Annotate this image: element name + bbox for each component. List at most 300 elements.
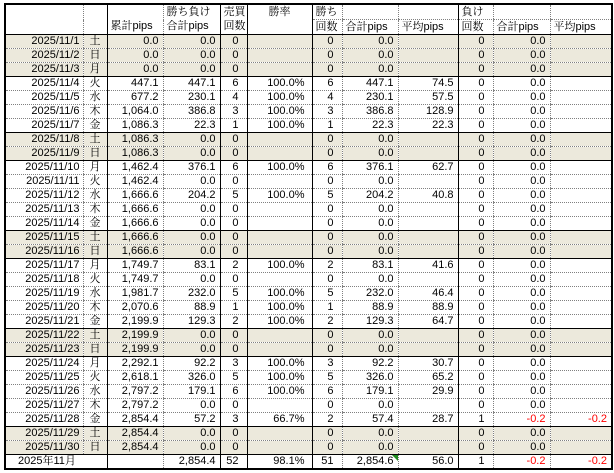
- cell-day[interactable]: 土: [83, 329, 107, 343]
- cell-date[interactable]: 2025/11/30: [5, 441, 83, 455]
- cell-lt[interactable]: 0.0: [493, 357, 550, 371]
- cell-lc[interactable]: 0: [458, 315, 493, 329]
- cell-wc[interactable]: 0: [312, 399, 342, 413]
- cell-net[interactable]: 0.0: [163, 217, 220, 231]
- cell-rate[interactable]: 100.0%: [247, 189, 312, 203]
- cell-rate[interactable]: [247, 273, 312, 287]
- cell-lc[interactable]: 0: [458, 161, 493, 175]
- header-blank-cum[interactable]: [107, 4, 163, 20]
- cell-la[interactable]: [550, 63, 612, 77]
- cell-wc[interactable]: 0: [312, 329, 342, 343]
- cell-rate[interactable]: [247, 35, 312, 49]
- cell-lc[interactable]: 0: [458, 147, 493, 161]
- cell-la[interactable]: -0.2: [550, 413, 612, 427]
- cell-lt[interactable]: 0.0: [493, 427, 550, 441]
- header-win-avg-pips[interactable]: 平均pips: [398, 20, 458, 35]
- cell-rate[interactable]: [247, 231, 312, 245]
- cell-trades[interactable]: 0: [220, 343, 247, 357]
- cell-cum[interactable]: 447.1: [107, 77, 163, 91]
- cell-lt[interactable]: 0.0: [493, 91, 550, 105]
- cell-net[interactable]: 0.0: [163, 273, 220, 287]
- cell-trades[interactable]: 6: [220, 385, 247, 399]
- cell-day[interactable]: 土: [83, 35, 107, 49]
- cell-lt[interactable]: 0.0: [493, 301, 550, 315]
- cell-lt[interactable]: 0.0: [493, 217, 550, 231]
- cell-lc[interactable]: 0: [458, 259, 493, 273]
- cell-net[interactable]: 22.3: [163, 119, 220, 133]
- cell-date[interactable]: 2025/11/13: [5, 203, 83, 217]
- cell-wt[interactable]: 230.1: [342, 91, 398, 105]
- cell-cum[interactable]: 1,086.3: [107, 147, 163, 161]
- cell-wc[interactable]: 2: [312, 259, 342, 273]
- cell-date[interactable]: 2025/11/2: [5, 49, 83, 63]
- cell-day[interactable]: 月: [83, 161, 107, 175]
- cell-net[interactable]: 0.0: [163, 35, 220, 49]
- cell-cum[interactable]: 2,797.2: [107, 385, 163, 399]
- cell-rate[interactable]: 100.0%: [247, 385, 312, 399]
- cell-cum[interactable]: 0.0: [107, 35, 163, 49]
- cell-date[interactable]: 2025/11/20: [5, 301, 83, 315]
- cell-rate[interactable]: 100.0%: [247, 91, 312, 105]
- cell-net[interactable]: 179.1: [163, 385, 220, 399]
- cell-date[interactable]: 2025/11/18: [5, 273, 83, 287]
- cell-date[interactable]: 2025/11/27: [5, 399, 83, 413]
- cell-net[interactable]: 0.0: [163, 245, 220, 259]
- cell-lt[interactable]: 0.0: [493, 259, 550, 273]
- cell-day[interactable]: 火: [83, 77, 107, 91]
- cell-la[interactable]: [550, 133, 612, 147]
- cell-lt[interactable]: 0.0: [493, 161, 550, 175]
- cell-trades[interactable]: 0: [220, 63, 247, 77]
- cell-day[interactable]: 月: [83, 357, 107, 371]
- cell-lt[interactable]: 0.0: [493, 245, 550, 259]
- cell-trades[interactable]: 0: [220, 133, 247, 147]
- cell-day[interactable]: 火: [83, 273, 107, 287]
- header-net-pips[interactable]: 合計pips: [163, 20, 220, 35]
- cell-day[interactable]: 水: [83, 385, 107, 399]
- cell-wt[interactable]: 0.0: [342, 329, 398, 343]
- cell-net[interactable]: 204.2: [163, 189, 220, 203]
- cell-day[interactable]: 月: [83, 63, 107, 77]
- cell-rate[interactable]: 66.7%: [247, 413, 312, 427]
- cell-day[interactable]: 金: [83, 217, 107, 231]
- cell-wt[interactable]: 0.0: [342, 133, 398, 147]
- cell-la[interactable]: [550, 259, 612, 273]
- cell-rate[interactable]: [247, 133, 312, 147]
- cell-rate[interactable]: [247, 147, 312, 161]
- cell-wa[interactable]: [398, 175, 458, 189]
- cell-wc[interactable]: 1: [312, 119, 342, 133]
- cell-net[interactable]: 0.0: [163, 399, 220, 413]
- cell-wa[interactable]: 40.8: [398, 189, 458, 203]
- cell-wc[interactable]: 4: [312, 91, 342, 105]
- cell-wt[interactable]: 0.0: [342, 273, 398, 287]
- cell-trades[interactable]: 2: [220, 259, 247, 273]
- cell-cum[interactable]: 1,064.0: [107, 105, 163, 119]
- cell-la[interactable]: [550, 189, 612, 203]
- cell-wt[interactable]: 0.0: [342, 175, 398, 189]
- cell-cum[interactable]: 2,199.9: [107, 329, 163, 343]
- cell-rate[interactable]: 100.0%: [247, 357, 312, 371]
- cell-wc[interactable]: 3: [312, 105, 342, 119]
- cell-cum[interactable]: 1,666.6: [107, 203, 163, 217]
- cell-lc[interactable]: 0: [458, 287, 493, 301]
- header-lose-count[interactable]: 回数: [458, 20, 493, 35]
- cell-cum[interactable]: 1,666.6: [107, 231, 163, 245]
- cell-lc[interactable]: 0: [458, 91, 493, 105]
- cell-wt[interactable]: 0.0: [342, 399, 398, 413]
- cell-wt[interactable]: 0.0: [342, 49, 398, 63]
- cell-wa[interactable]: [398, 273, 458, 287]
- cell-wc[interactable]: 0: [312, 441, 342, 455]
- cell-lt[interactable]: 0.0: [493, 189, 550, 203]
- cell-trades[interactable]: 0: [220, 147, 247, 161]
- cell-la[interactable]: [550, 329, 612, 343]
- cell-la[interactable]: [550, 77, 612, 91]
- cell-lt[interactable]: 0.0: [493, 133, 550, 147]
- cell-la[interactable]: [550, 273, 612, 287]
- cell-lc[interactable]: 0: [458, 371, 493, 385]
- cell-lc[interactable]: 0: [458, 245, 493, 259]
- cell-date[interactable]: 2025/11/24: [5, 357, 83, 371]
- cell-trades[interactable]: 1: [220, 119, 247, 133]
- cell-wc[interactable]: 3: [312, 357, 342, 371]
- cell-date[interactable]: 2025/11/25: [5, 371, 83, 385]
- cell-wa[interactable]: [398, 329, 458, 343]
- cell-la[interactable]: [550, 35, 612, 49]
- total-cell-trades[interactable]: 52: [220, 455, 247, 470]
- cell-wt[interactable]: 232.0: [342, 287, 398, 301]
- cell-trades[interactable]: 0: [220, 231, 247, 245]
- cell-net[interactable]: 0.0: [163, 203, 220, 217]
- cell-date[interactable]: 2025/11/9: [5, 147, 83, 161]
- cell-la[interactable]: [550, 91, 612, 105]
- cell-net[interactable]: 0.0: [163, 343, 220, 357]
- cell-date[interactable]: 2025/11/15: [5, 231, 83, 245]
- cell-cum[interactable]: 2,199.9: [107, 315, 163, 329]
- cell-trades[interactable]: 4: [220, 91, 247, 105]
- cell-rate[interactable]: 100.0%: [247, 371, 312, 385]
- header-net-group[interactable]: 勝ち負け: [163, 4, 220, 20]
- cell-day[interactable]: 日: [83, 441, 107, 455]
- cell-trades[interactable]: 6: [220, 77, 247, 91]
- cell-la[interactable]: [550, 357, 612, 371]
- cell-cum[interactable]: 2,618.1: [107, 371, 163, 385]
- cell-net[interactable]: 0.0: [163, 231, 220, 245]
- cell-wc[interactable]: 0: [312, 35, 342, 49]
- cell-la[interactable]: [550, 203, 612, 217]
- cell-wc[interactable]: 0: [312, 245, 342, 259]
- cell-lc[interactable]: 0: [458, 343, 493, 357]
- cell-lc[interactable]: 0: [458, 63, 493, 77]
- cell-wa[interactable]: 74.5: [398, 77, 458, 91]
- cell-wc[interactable]: 5: [312, 189, 342, 203]
- cell-day[interactable]: 水: [83, 189, 107, 203]
- cell-wa[interactable]: [398, 133, 458, 147]
- cell-la[interactable]: [550, 287, 612, 301]
- cell-wa[interactable]: [398, 147, 458, 161]
- cell-la[interactable]: [550, 119, 612, 133]
- cell-date[interactable]: 2025/11/29: [5, 427, 83, 441]
- cell-lc[interactable]: 0: [458, 119, 493, 133]
- cell-trades[interactable]: 0: [220, 399, 247, 413]
- cell-lt[interactable]: 0.0: [493, 35, 550, 49]
- cell-trades[interactable]: 0: [220, 441, 247, 455]
- cell-trades[interactable]: 1: [220, 301, 247, 315]
- cell-net[interactable]: 83.1: [163, 259, 220, 273]
- cell-wt[interactable]: 0.0: [342, 35, 398, 49]
- cell-wa[interactable]: [398, 245, 458, 259]
- cell-wa[interactable]: 88.9: [398, 301, 458, 315]
- cell-lt[interactable]: 0.0: [493, 105, 550, 119]
- cell-net[interactable]: 0.0: [163, 49, 220, 63]
- cell-lt[interactable]: 0.0: [493, 147, 550, 161]
- cell-cum[interactable]: 1,981.7: [107, 287, 163, 301]
- total-cell-lc[interactable]: 1: [458, 455, 493, 470]
- cell-cum[interactable]: 2,292.1: [107, 357, 163, 371]
- cell-wt[interactable]: 0.0: [342, 203, 398, 217]
- cell-net[interactable]: 0.0: [163, 63, 220, 77]
- cell-date[interactable]: 2025/11/7: [5, 119, 83, 133]
- cell-trades[interactable]: 3: [220, 357, 247, 371]
- cell-la[interactable]: [550, 301, 612, 315]
- cell-date[interactable]: 2025/11/4: [5, 77, 83, 91]
- cell-wc[interactable]: 5: [312, 371, 342, 385]
- cell-lt[interactable]: 0.0: [493, 441, 550, 455]
- cell-net[interactable]: 88.9: [163, 301, 220, 315]
- header-blank-date-2[interactable]: [5, 20, 83, 35]
- cell-lc[interactable]: 0: [458, 231, 493, 245]
- header-blank-win-total[interactable]: [342, 4, 398, 20]
- cell-lt[interactable]: 0.0: [493, 77, 550, 91]
- cell-lc[interactable]: 0: [458, 357, 493, 371]
- cell-wt[interactable]: 204.2: [342, 189, 398, 203]
- cell-la[interactable]: [550, 231, 612, 245]
- cell-wa[interactable]: 29.9: [398, 385, 458, 399]
- cell-lt[interactable]: 0.0: [493, 385, 550, 399]
- cell-rate[interactable]: 100.0%: [247, 315, 312, 329]
- cell-date[interactable]: 2025/11/23: [5, 343, 83, 357]
- cell-lt[interactable]: 0.0: [493, 343, 550, 357]
- cell-la[interactable]: [550, 441, 612, 455]
- cell-cum[interactable]: 2,854.4: [107, 427, 163, 441]
- cell-wc[interactable]: 0: [312, 49, 342, 63]
- cell-la[interactable]: [550, 175, 612, 189]
- cell-day[interactable]: 火: [83, 175, 107, 189]
- cell-trades[interactable]: 0: [220, 427, 247, 441]
- cell-date[interactable]: 2025/11/10: [5, 161, 83, 175]
- cell-rate[interactable]: [247, 441, 312, 455]
- cell-day[interactable]: 日: [83, 343, 107, 357]
- cell-day[interactable]: 木: [83, 203, 107, 217]
- cell-trades[interactable]: 0: [220, 49, 247, 63]
- cell-day[interactable]: 日: [83, 147, 107, 161]
- cell-wt[interactable]: 0.0: [342, 147, 398, 161]
- header-lose-avg-pips[interactable]: 平均pips: [550, 20, 612, 35]
- header-blank-lose-total[interactable]: [493, 4, 550, 20]
- cell-net[interactable]: 92.2: [163, 357, 220, 371]
- cell-net[interactable]: 386.8: [163, 105, 220, 119]
- cell-lt[interactable]: 0.0: [493, 203, 550, 217]
- cell-lc[interactable]: 0: [458, 329, 493, 343]
- cell-rate[interactable]: [247, 49, 312, 63]
- cell-lt[interactable]: 0.0: [493, 231, 550, 245]
- cell-date[interactable]: 2025/11/28: [5, 413, 83, 427]
- cell-wa[interactable]: 64.7: [398, 315, 458, 329]
- cell-cum[interactable]: 677.2: [107, 91, 163, 105]
- cell-lc[interactable]: 1: [458, 413, 493, 427]
- cell-date[interactable]: 2025/11/12: [5, 189, 83, 203]
- cell-trades[interactable]: 2: [220, 315, 247, 329]
- cell-wa[interactable]: [398, 49, 458, 63]
- cell-wa[interactable]: 30.7: [398, 357, 458, 371]
- cell-lc[interactable]: 0: [458, 49, 493, 63]
- cell-date[interactable]: 2025/11/5: [5, 91, 83, 105]
- total-cell-rate[interactable]: 98.1%: [247, 455, 312, 470]
- cell-wt[interactable]: 0.0: [342, 231, 398, 245]
- cell-lt[interactable]: 0.0: [493, 63, 550, 77]
- cell-trades[interactable]: 0: [220, 273, 247, 287]
- cell-net[interactable]: 230.1: [163, 91, 220, 105]
- cell-day[interactable]: 金: [83, 119, 107, 133]
- total-cell-wa[interactable]: 56.0: [398, 455, 458, 470]
- cell-wa[interactable]: 65.2: [398, 371, 458, 385]
- cell-cum[interactable]: 1,462.4: [107, 175, 163, 189]
- cell-day[interactable]: 水: [83, 287, 107, 301]
- cell-wt[interactable]: 0.0: [342, 343, 398, 357]
- cell-la[interactable]: [550, 147, 612, 161]
- cell-wc[interactable]: 1: [312, 301, 342, 315]
- cell-wa[interactable]: [398, 399, 458, 413]
- cell-trades[interactable]: 0: [220, 203, 247, 217]
- cell-wt[interactable]: 179.1: [342, 385, 398, 399]
- cell-wt[interactable]: 92.2: [342, 357, 398, 371]
- header-lose-total-pips[interactable]: 合計pips: [493, 20, 550, 35]
- cell-net[interactable]: 0.0: [163, 175, 220, 189]
- cell-trades[interactable]: 0: [220, 245, 247, 259]
- cell-lt[interactable]: 0.0: [493, 315, 550, 329]
- cell-rate[interactable]: [247, 245, 312, 259]
- cell-wc[interactable]: 6: [312, 77, 342, 91]
- cell-wc[interactable]: 6: [312, 385, 342, 399]
- cell-wt[interactable]: 83.1: [342, 259, 398, 273]
- cell-day[interactable]: 月: [83, 259, 107, 273]
- cell-wc[interactable]: 0: [312, 175, 342, 189]
- cell-lt[interactable]: 0.0: [493, 371, 550, 385]
- header-cum-pips[interactable]: 累計pips: [107, 20, 163, 35]
- cell-wc[interactable]: 0: [312, 133, 342, 147]
- cell-net[interactable]: 376.1: [163, 161, 220, 175]
- cell-wa[interactable]: 22.3: [398, 119, 458, 133]
- cell-wt[interactable]: 129.3: [342, 315, 398, 329]
- header-blank-win-avg[interactable]: [398, 4, 458, 20]
- cell-wc[interactable]: 0: [312, 231, 342, 245]
- cell-wa[interactable]: [398, 427, 458, 441]
- cell-cum[interactable]: 0.0: [107, 49, 163, 63]
- cell-lc[interactable]: 0: [458, 217, 493, 231]
- cell-trades[interactable]: 0: [220, 329, 247, 343]
- cell-day[interactable]: 木: [83, 105, 107, 119]
- cell-cum[interactable]: 1,749.7: [107, 273, 163, 287]
- header-lose-group[interactable]: 負け: [458, 4, 493, 20]
- cell-lc[interactable]: 0: [458, 203, 493, 217]
- cell-la[interactable]: [550, 371, 612, 385]
- header-blank-day-2[interactable]: [83, 20, 107, 35]
- cell-lt[interactable]: -0.2: [493, 413, 550, 427]
- cell-lc[interactable]: 0: [458, 189, 493, 203]
- cell-day[interactable]: 木: [83, 399, 107, 413]
- cell-wc[interactable]: 0: [312, 203, 342, 217]
- header-trades-count[interactable]: 回数: [220, 20, 247, 35]
- cell-lc[interactable]: 0: [458, 399, 493, 413]
- cell-cum[interactable]: 1,666.6: [107, 217, 163, 231]
- cell-rate[interactable]: [247, 399, 312, 413]
- cell-lc[interactable]: 0: [458, 175, 493, 189]
- cell-date[interactable]: 2025/11/8: [5, 133, 83, 147]
- cell-rate[interactable]: [247, 175, 312, 189]
- header-trades-group[interactable]: 売買: [220, 4, 247, 20]
- cell-net[interactable]: 0.0: [163, 427, 220, 441]
- header-blank-rate-2[interactable]: [247, 20, 312, 35]
- cell-trades[interactable]: 6: [220, 161, 247, 175]
- cell-wt[interactable]: 88.9: [342, 301, 398, 315]
- cell-rate[interactable]: [247, 217, 312, 231]
- cell-cum[interactable]: 1,749.7: [107, 259, 163, 273]
- cell-lt[interactable]: 0.0: [493, 175, 550, 189]
- cell-wc[interactable]: 2: [312, 413, 342, 427]
- cell-wa[interactable]: [398, 231, 458, 245]
- header-win-count[interactable]: 回数: [312, 20, 342, 35]
- cell-date[interactable]: 2025/11/22: [5, 329, 83, 343]
- cell-cum[interactable]: 1,666.6: [107, 245, 163, 259]
- header-blank-day[interactable]: [83, 4, 107, 20]
- cell-wc[interactable]: 0: [312, 217, 342, 231]
- header-blank-lose-avg[interactable]: [550, 4, 612, 20]
- header-win-group[interactable]: 勝ち: [312, 4, 342, 20]
- cell-date[interactable]: 2025/11/6: [5, 105, 83, 119]
- header-win-total-pips[interactable]: 合計pips: [342, 20, 398, 35]
- cell-wt[interactable]: 386.8: [342, 105, 398, 119]
- cell-trades[interactable]: 0: [220, 175, 247, 189]
- cell-lc[interactable]: 0: [458, 427, 493, 441]
- cell-wa[interactable]: 41.6: [398, 259, 458, 273]
- cell-wt[interactable]: 326.0: [342, 371, 398, 385]
- cell-la[interactable]: [550, 399, 612, 413]
- cell-net[interactable]: 447.1: [163, 77, 220, 91]
- cell-wa[interactable]: [398, 63, 458, 77]
- cell-date[interactable]: 2025/11/3: [5, 63, 83, 77]
- cell-wc[interactable]: 0: [312, 147, 342, 161]
- cell-cum[interactable]: 1,086.3: [107, 133, 163, 147]
- cell-trades[interactable]: 0: [220, 35, 247, 49]
- cell-lc[interactable]: 0: [458, 301, 493, 315]
- cell-day[interactable]: 土: [83, 427, 107, 441]
- cell-trades[interactable]: 3: [220, 413, 247, 427]
- cell-trades[interactable]: 0: [220, 217, 247, 231]
- cell-wt[interactable]: 0.0: [342, 441, 398, 455]
- cell-wc[interactable]: 5: [312, 287, 342, 301]
- cell-wa[interactable]: [398, 35, 458, 49]
- cell-cum[interactable]: 1,462.4: [107, 161, 163, 175]
- cell-day[interactable]: 金: [83, 413, 107, 427]
- cell-net[interactable]: 326.0: [163, 371, 220, 385]
- cell-day[interactable]: 日: [83, 49, 107, 63]
- cell-cum[interactable]: 2,854.4: [107, 413, 163, 427]
- cell-date[interactable]: 2025/11/21: [5, 315, 83, 329]
- cell-lc[interactable]: 0: [458, 77, 493, 91]
- cell-rate[interactable]: [247, 343, 312, 357]
- cell-wt[interactable]: 0.0: [342, 63, 398, 77]
